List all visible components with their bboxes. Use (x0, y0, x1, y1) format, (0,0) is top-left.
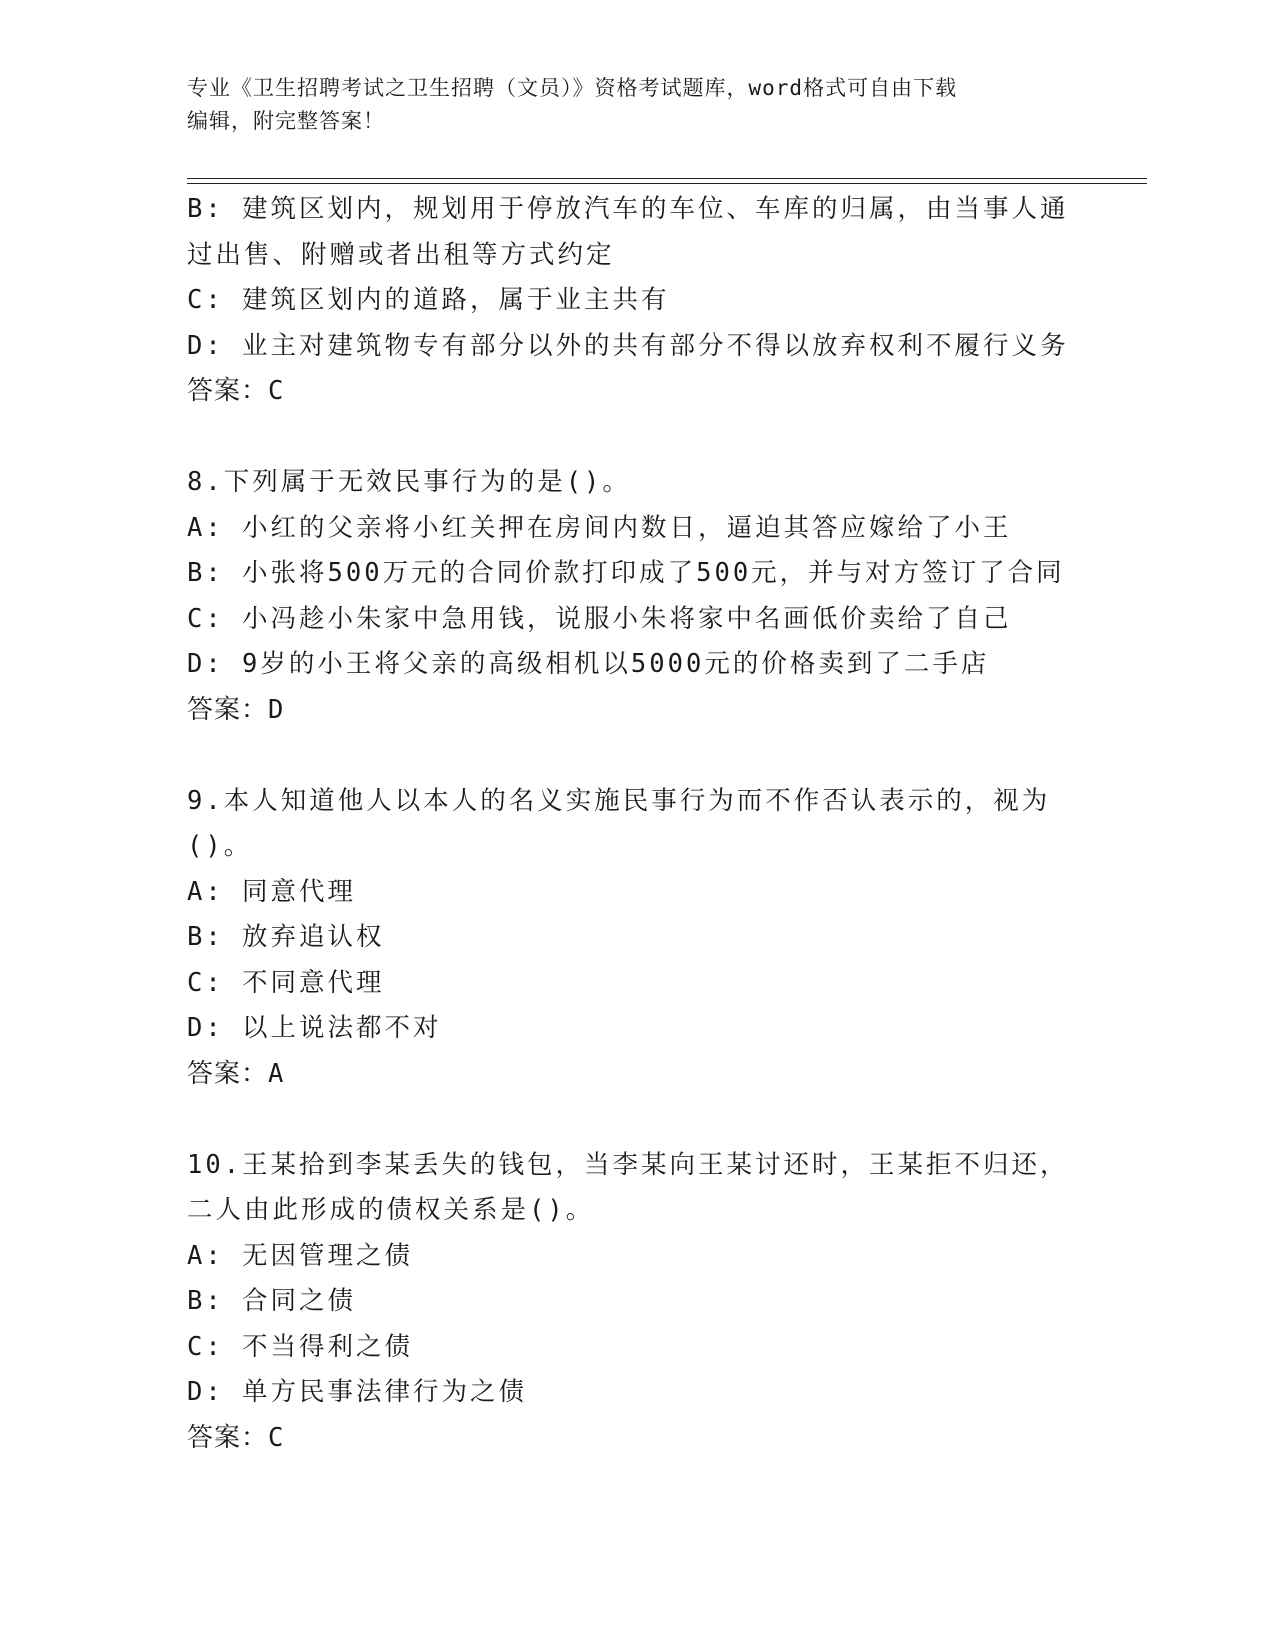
answer-label: 答案： (187, 1058, 269, 1089)
answer-label: 答案： (187, 1422, 269, 1453)
question-text: 9.本人知道他人以本人的名义实施民事行为而不作否认表示的，视为 (187, 785, 1051, 816)
question-block-8 (187, 460, 1087, 733)
option-line: A: 同意代理 (187, 876, 357, 907)
header-line-1: 专业《卫生招聘考试之卫生招聘（文员）》资格考试题库，word格式可自由下载 (187, 76, 958, 100)
answer-line (187, 688, 1087, 734)
question-text: 8.下列属于无效民事行为的是()。 (187, 467, 631, 497)
spacer (187, 1097, 1087, 1143)
option-line: C: 小冯趁小朱家中急用钱，说服小朱将家中名画低价卖给了自己 (187, 603, 1012, 634)
answer-line (187, 1416, 1087, 1462)
option-line: D: 以上说法都不对 (187, 1013, 442, 1043)
question-text: 10.王某拾到李某丢失的钱包，当李某向王某讨还时，王某拒不归还， (187, 1149, 1069, 1180)
header-double-rule (187, 178, 1147, 184)
answer-value: A (268, 1058, 285, 1089)
answer-label: 答案： (187, 376, 269, 406)
question-list (187, 187, 1087, 1461)
question-block-9 (187, 779, 1087, 1098)
header-line-2: 编辑，附完整答案！ (187, 109, 385, 133)
option-line: A: 无因管理之债 (187, 1240, 414, 1271)
answer-label: 答案： (187, 694, 269, 725)
option-line: 过出售、附赠或者出租等方式约定 (187, 239, 615, 270)
option-line: C: 不当得利之债 (187, 1331, 414, 1362)
question-text: 二人由此形成的债权关系是()。 (187, 1195, 595, 1225)
spacer (187, 733, 1087, 779)
option-line: B: 建筑区划内，规划用于停放汽车的车位、车库的归属，由当事人通 (187, 194, 1069, 224)
answer-value: D (268, 694, 285, 725)
option-line: B: 放弃追认权 (187, 922, 385, 952)
option-line: B: 合同之债 (187, 1286, 357, 1316)
answer-line (187, 369, 1087, 415)
option-line: D: 9岁的小王将父亲的高级相机以5000元的价格卖到了二手店 (187, 649, 990, 679)
question-text: ()。 (187, 831, 253, 861)
option-line: D: 单方民事法律行为之债 (187, 1377, 528, 1407)
answer-line (187, 1052, 1087, 1098)
question-block-7 (187, 187, 1087, 415)
option-line: A: 小红的父亲将小红关押在房间内数日，逼迫其答应嫁给了小王 (187, 512, 1012, 543)
option-line: C: 不同意代理 (187, 967, 385, 998)
option-line: D: 业主对建筑物专有部分以外的共有部分不得以放弃权利不履行义务 (187, 330, 1069, 361)
answer-value: C (268, 376, 285, 406)
spacer (187, 415, 1087, 461)
option-line: C: 建筑区划内的道路，属于业主共有 (187, 285, 670, 315)
document-header (187, 72, 1087, 138)
question-block-10 (187, 1143, 1087, 1462)
option-line: B: 小张将500万元的合同价款打印成了500元，并与对方签订了合同 (187, 558, 1065, 588)
answer-value: C (268, 1422, 285, 1453)
